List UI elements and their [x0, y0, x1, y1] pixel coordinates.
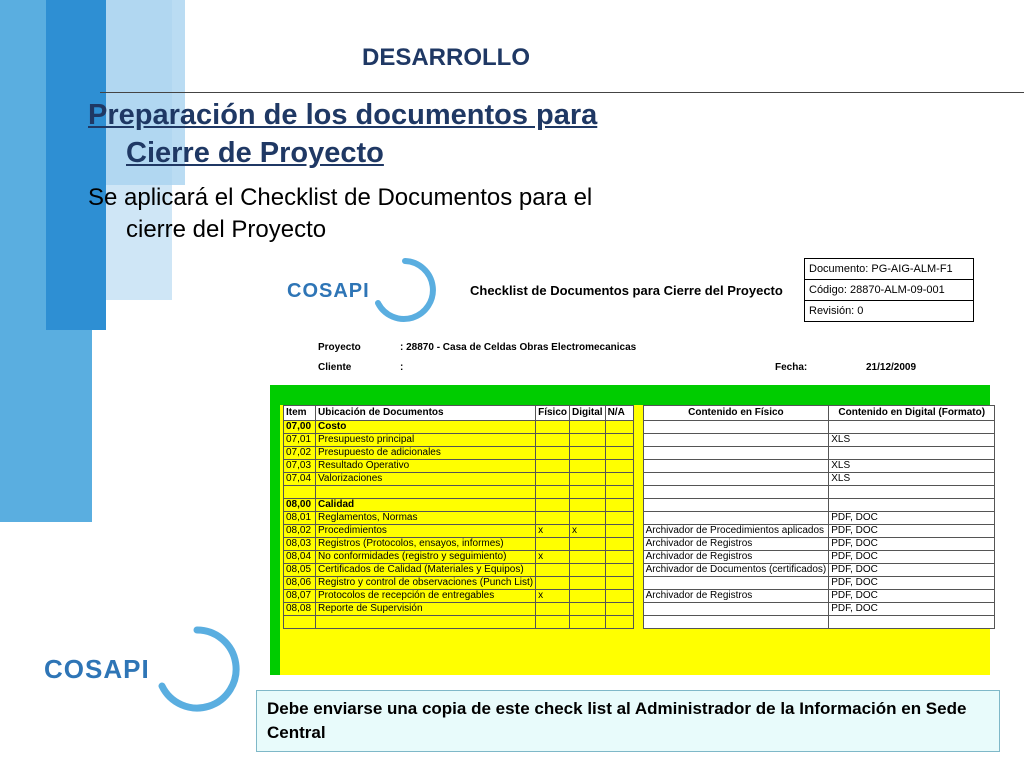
- spacer-cell: [633, 577, 643, 590]
- table-cell-na: [605, 616, 633, 629]
- table-cell-digital: [570, 616, 606, 629]
- table-cell-fisico: [536, 512, 570, 525]
- table-cell-fisico: x: [536, 590, 570, 603]
- table-cell-cont-fisico: [643, 603, 829, 616]
- table-cell-cont-fisico: [643, 486, 829, 499]
- cliente-value: :: [400, 362, 404, 373]
- table-row: [284, 616, 995, 629]
- table-cell-desc: Costo: [316, 421, 536, 434]
- table-cell-na: [605, 421, 633, 434]
- table-cell-fisico: [536, 447, 570, 460]
- table-cell-desc: No conformidades (registro y seguimiento): [316, 551, 536, 564]
- table-cell-item: 07,02: [284, 447, 316, 460]
- slide-title-line-2: Cierre de Proyecto: [126, 137, 384, 169]
- fecha-label: Fecha:: [775, 362, 808, 373]
- table-row: [284, 603, 995, 616]
- table-header-row: [284, 406, 995, 421]
- spacer-cell: [633, 512, 643, 525]
- document-code-line: Documento: PG-AIG-ALM-F1: [805, 259, 973, 280]
- table-row: [284, 538, 995, 551]
- table-cell-cont-digital: PDF, DOC: [829, 590, 995, 603]
- table-cell-na: [605, 538, 633, 551]
- spacer-cell: [633, 551, 643, 564]
- table-cell-digital: [570, 551, 606, 564]
- table-cell-fisico: [536, 434, 570, 447]
- section-heading: DESARROLLO: [362, 44, 530, 71]
- table-cell-cont-digital: PDF, DOC: [829, 564, 995, 577]
- table-cell-item: 08,06: [284, 577, 316, 590]
- spacer-cell: [633, 460, 643, 473]
- table-cell-item: 08,03: [284, 538, 316, 551]
- table-cell-digital: [570, 460, 606, 473]
- table-cell-cont-fisico: Archivador de Documentos (certificados): [643, 564, 829, 577]
- table-cell-cont-fisico: Archivador de Registros: [643, 590, 829, 603]
- table-cell-cont-digital: PDF, DOC: [829, 603, 995, 616]
- spacer-cell: [633, 499, 643, 512]
- table-cell-desc: Registros (Protocolos, ensayos, informes): [316, 538, 536, 551]
- table-cell-desc: Presupuesto de adicionales: [316, 447, 536, 460]
- table-row: [284, 499, 995, 512]
- spacer-cell: [633, 473, 643, 486]
- table-cell-cont-digital: [829, 499, 995, 512]
- table-cell-desc: Certificados de Calidad (Materiales y Equipos): [316, 564, 536, 577]
- table-cell-digital: [570, 538, 606, 551]
- column-header: Digital: [570, 406, 606, 421]
- table-cell-fisico: [536, 486, 570, 499]
- column-header: Item: [284, 406, 316, 421]
- spacer-cell: [633, 616, 643, 629]
- table-cell-na: [605, 525, 633, 538]
- header-divider: [100, 92, 1024, 93]
- table-cell-fisico: [536, 499, 570, 512]
- table-cell-digital: [570, 486, 606, 499]
- table-cell-desc: Reporte de Supervisión: [316, 603, 536, 616]
- proyecto-label: Proyecto: [318, 342, 361, 353]
- spacer-cell: [633, 525, 643, 538]
- table-cell-cont-digital: [829, 421, 995, 434]
- table-cell-fisico: [536, 460, 570, 473]
- table-cell-desc: [316, 486, 536, 499]
- table-cell-fisico: x: [536, 551, 570, 564]
- table-cell-digital: x: [570, 525, 606, 538]
- spacer-cell: [633, 590, 643, 603]
- table-cell-cont-fisico: [643, 447, 829, 460]
- table-cell-cont-digital: [829, 447, 995, 460]
- table-cell-cont-fisico: [643, 473, 829, 486]
- column-header: Contenido en Digital (Formato): [829, 406, 995, 421]
- table-cell-cont-digital: PDF, DOC: [829, 525, 995, 538]
- spacer-cell: [633, 421, 643, 434]
- table-cell-fisico: [536, 473, 570, 486]
- table-cell-digital: [570, 421, 606, 434]
- checklist-table: [283, 405, 995, 629]
- table-cell-desc: Valorizaciones: [316, 473, 536, 486]
- table-cell-desc: Reglamentos, Normas: [316, 512, 536, 525]
- table-cell-digital: [570, 603, 606, 616]
- document-code-box: [804, 258, 974, 322]
- table-cell-cont-digital: XLS: [829, 434, 995, 447]
- slide-subtitle-line-2: cierre del Proyecto: [126, 216, 327, 243]
- table-cell-item: 07,00: [284, 421, 316, 434]
- table-cell-cont-digital: PDF, DOC: [829, 551, 995, 564]
- cosapi-logo-large: COSAPI: [44, 654, 150, 684]
- table-cell-na: [605, 460, 633, 473]
- slide-title: [88, 96, 708, 172]
- slide-subtitle-line-1: Se aplicará el Checklist de Documentos para el: [88, 184, 593, 211]
- table-row: [284, 486, 995, 499]
- table-cell-item: 07,04: [284, 473, 316, 486]
- table-cell-cont-fisico: Archivador de Registros: [643, 551, 829, 564]
- table-cell-item: 08,05: [284, 564, 316, 577]
- table-cell-cont-fisico: [643, 512, 829, 525]
- table-cell-cont-fisico: [643, 421, 829, 434]
- table-cell-cont-digital: [829, 486, 995, 499]
- table-cell-digital: [570, 590, 606, 603]
- table-cell-cont-fisico: [643, 577, 829, 590]
- table-cell-digital: [570, 499, 606, 512]
- table-cell-fisico: [536, 538, 570, 551]
- table-row: [284, 577, 995, 590]
- table-cell-na: [605, 512, 633, 525]
- table-cell-na: [605, 499, 633, 512]
- table-cell-fisico: [536, 603, 570, 616]
- table-row: [284, 512, 995, 525]
- spacer-cell: [633, 603, 643, 616]
- table-row: [284, 447, 995, 460]
- table-cell-fisico: x: [536, 525, 570, 538]
- table-row: [284, 551, 995, 564]
- spacer-cell: [633, 486, 643, 499]
- table-cell-fisico: [536, 577, 570, 590]
- table-cell-item: 08,04: [284, 551, 316, 564]
- column-header: Contenido en Físico: [643, 406, 829, 421]
- table-cell-na: [605, 564, 633, 577]
- table-row: [284, 590, 995, 603]
- table-cell-fisico: [536, 421, 570, 434]
- table-cell-desc: Procedimientos: [316, 525, 536, 538]
- table-cell-item: 07,01: [284, 434, 316, 447]
- table-cell-na: [605, 473, 633, 486]
- table-cell-cont-digital: PDF, DOC: [829, 577, 995, 590]
- table-cell-desc: Calidad: [316, 499, 536, 512]
- table-cell-desc: Registro y control de observaciones (Punch List): [316, 577, 536, 590]
- table-cell-desc: [316, 616, 536, 629]
- cosapi-logo-small: COSAPI: [287, 280, 370, 302]
- proyecto-value: : 28870 - Casa de Celdas Obras Electromecanicas: [400, 342, 637, 353]
- spacer-cell: [633, 564, 643, 577]
- spacer-cell: [633, 447, 643, 460]
- table-cell-item: 08,01: [284, 512, 316, 525]
- table-cell-digital: [570, 473, 606, 486]
- table-cell-item: 08,08: [284, 603, 316, 616]
- table-cell-item: [284, 616, 316, 629]
- table-row: [284, 460, 995, 473]
- table-cell-item: 08,07: [284, 590, 316, 603]
- table-cell-digital: [570, 434, 606, 447]
- table-cell-cont-fisico: [643, 434, 829, 447]
- table-cell-na: [605, 434, 633, 447]
- table-cell-na: [605, 551, 633, 564]
- column-header: N/A: [605, 406, 633, 421]
- table-cell-fisico: [536, 616, 570, 629]
- table-cell-cont-fisico: [643, 499, 829, 512]
- table-cell-na: [605, 447, 633, 460]
- table-row: [284, 525, 995, 538]
- table-row: [284, 421, 995, 434]
- cosapi-arc-icon: [370, 255, 440, 325]
- table-cell-fisico: [536, 564, 570, 577]
- table-cell-cont-digital: [829, 616, 995, 629]
- table-cell-na: [605, 577, 633, 590]
- table-cell-cont-fisico: Archivador de Procedimientos aplicados: [643, 525, 829, 538]
- table-cell-desc: Resultado Operativo: [316, 460, 536, 473]
- table-row: [284, 434, 995, 447]
- spacer-cell: [633, 406, 643, 421]
- table-cell-digital: [570, 512, 606, 525]
- table-cell-cont-digital: PDF, DOC: [829, 538, 995, 551]
- slide-title-line-1: Preparación de los documentos para: [88, 99, 598, 131]
- table-cell-cont-fisico: [643, 460, 829, 473]
- table-cell-item: 07,03: [284, 460, 316, 473]
- column-header: Ubicación de Documentos: [316, 406, 536, 421]
- spacer-cell: [633, 434, 643, 447]
- cosapi-arc-icon: [152, 624, 242, 714]
- column-header: Físico: [536, 406, 570, 421]
- table-cell-na: [605, 603, 633, 616]
- spacer-cell: [633, 538, 643, 551]
- cliente-label: Cliente: [318, 362, 352, 373]
- fecha-value: 21/12/2009: [866, 362, 917, 373]
- slide-subtitle: [88, 182, 708, 246]
- note-callout: Debe enviarse una copia de este check list al Administrador de la Información en Sede Central: [256, 690, 1000, 752]
- table-cell-cont-fisico: [643, 616, 829, 629]
- table-row: [284, 473, 995, 486]
- document-code-line: Revisión: 0: [809, 305, 864, 317]
- table-cell-na: [605, 590, 633, 603]
- table-cell-cont-digital: XLS: [829, 473, 995, 486]
- document-title: Checklist de Documentos para Cierre del Proyecto: [470, 283, 783, 298]
- table-cell-desc: Presupuesto principal: [316, 434, 536, 447]
- document-code-line: Código: 28870-ALM-09-001: [805, 280, 973, 301]
- table-cell-cont-fisico: Archivador de Registros: [643, 538, 829, 551]
- table-cell-cont-digital: XLS: [829, 460, 995, 473]
- table-cell-digital: [570, 564, 606, 577]
- table-cell-item: 08,02: [284, 525, 316, 538]
- table-cell-digital: [570, 577, 606, 590]
- table-cell-item: [284, 486, 316, 499]
- table-cell-desc: Protocolos de recepción de entregables: [316, 590, 536, 603]
- table-cell-digital: [570, 447, 606, 460]
- table-row: [284, 564, 995, 577]
- table-cell-item: 08,00: [284, 499, 316, 512]
- table-cell-na: [605, 486, 633, 499]
- table-cell-cont-digital: PDF, DOC: [829, 512, 995, 525]
